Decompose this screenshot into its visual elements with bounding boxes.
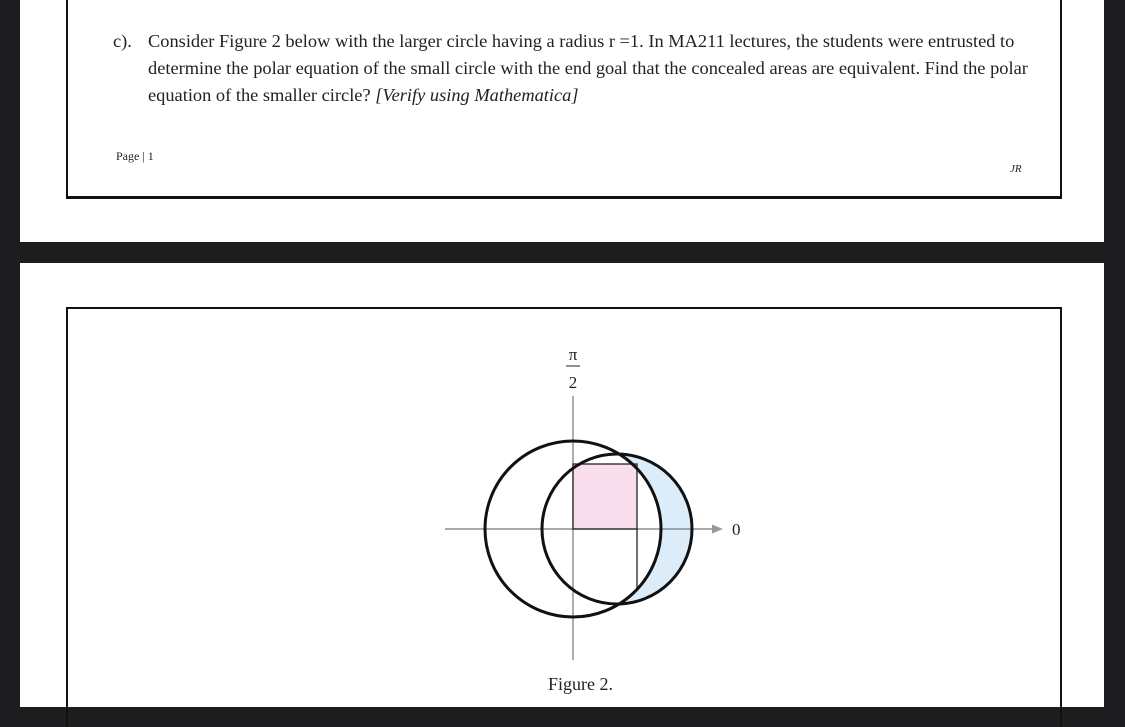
- label-two: 2: [568, 373, 578, 392]
- figure-caption: Figure 2.: [548, 674, 613, 694]
- figure-2-diagram: [20, 263, 1104, 707]
- author-initials: JR: [1010, 163, 1022, 175]
- label-zero: 0: [732, 520, 741, 539]
- page-number: Page | 1: [116, 149, 154, 163]
- document-page-2: [20, 263, 1104, 707]
- question-italic-note: [Verify using Mathematica]: [375, 85, 579, 105]
- question-main-text: Consider Figure 2 below with the larger circle having a radius r =1. In MA211 lectures, the students were entrusted to determine the polar equation of the small circle with the end goal that the concealed areas are equivalent. Find the polar equation of the smaller circle?: [148, 31, 1028, 105]
- label-pi: π: [568, 345, 578, 364]
- question-text: [148, 28, 1033, 109]
- axis-arrowhead-right: [712, 525, 723, 534]
- question-label: c).: [113, 31, 132, 51]
- document-page-1: [20, 0, 1104, 242]
